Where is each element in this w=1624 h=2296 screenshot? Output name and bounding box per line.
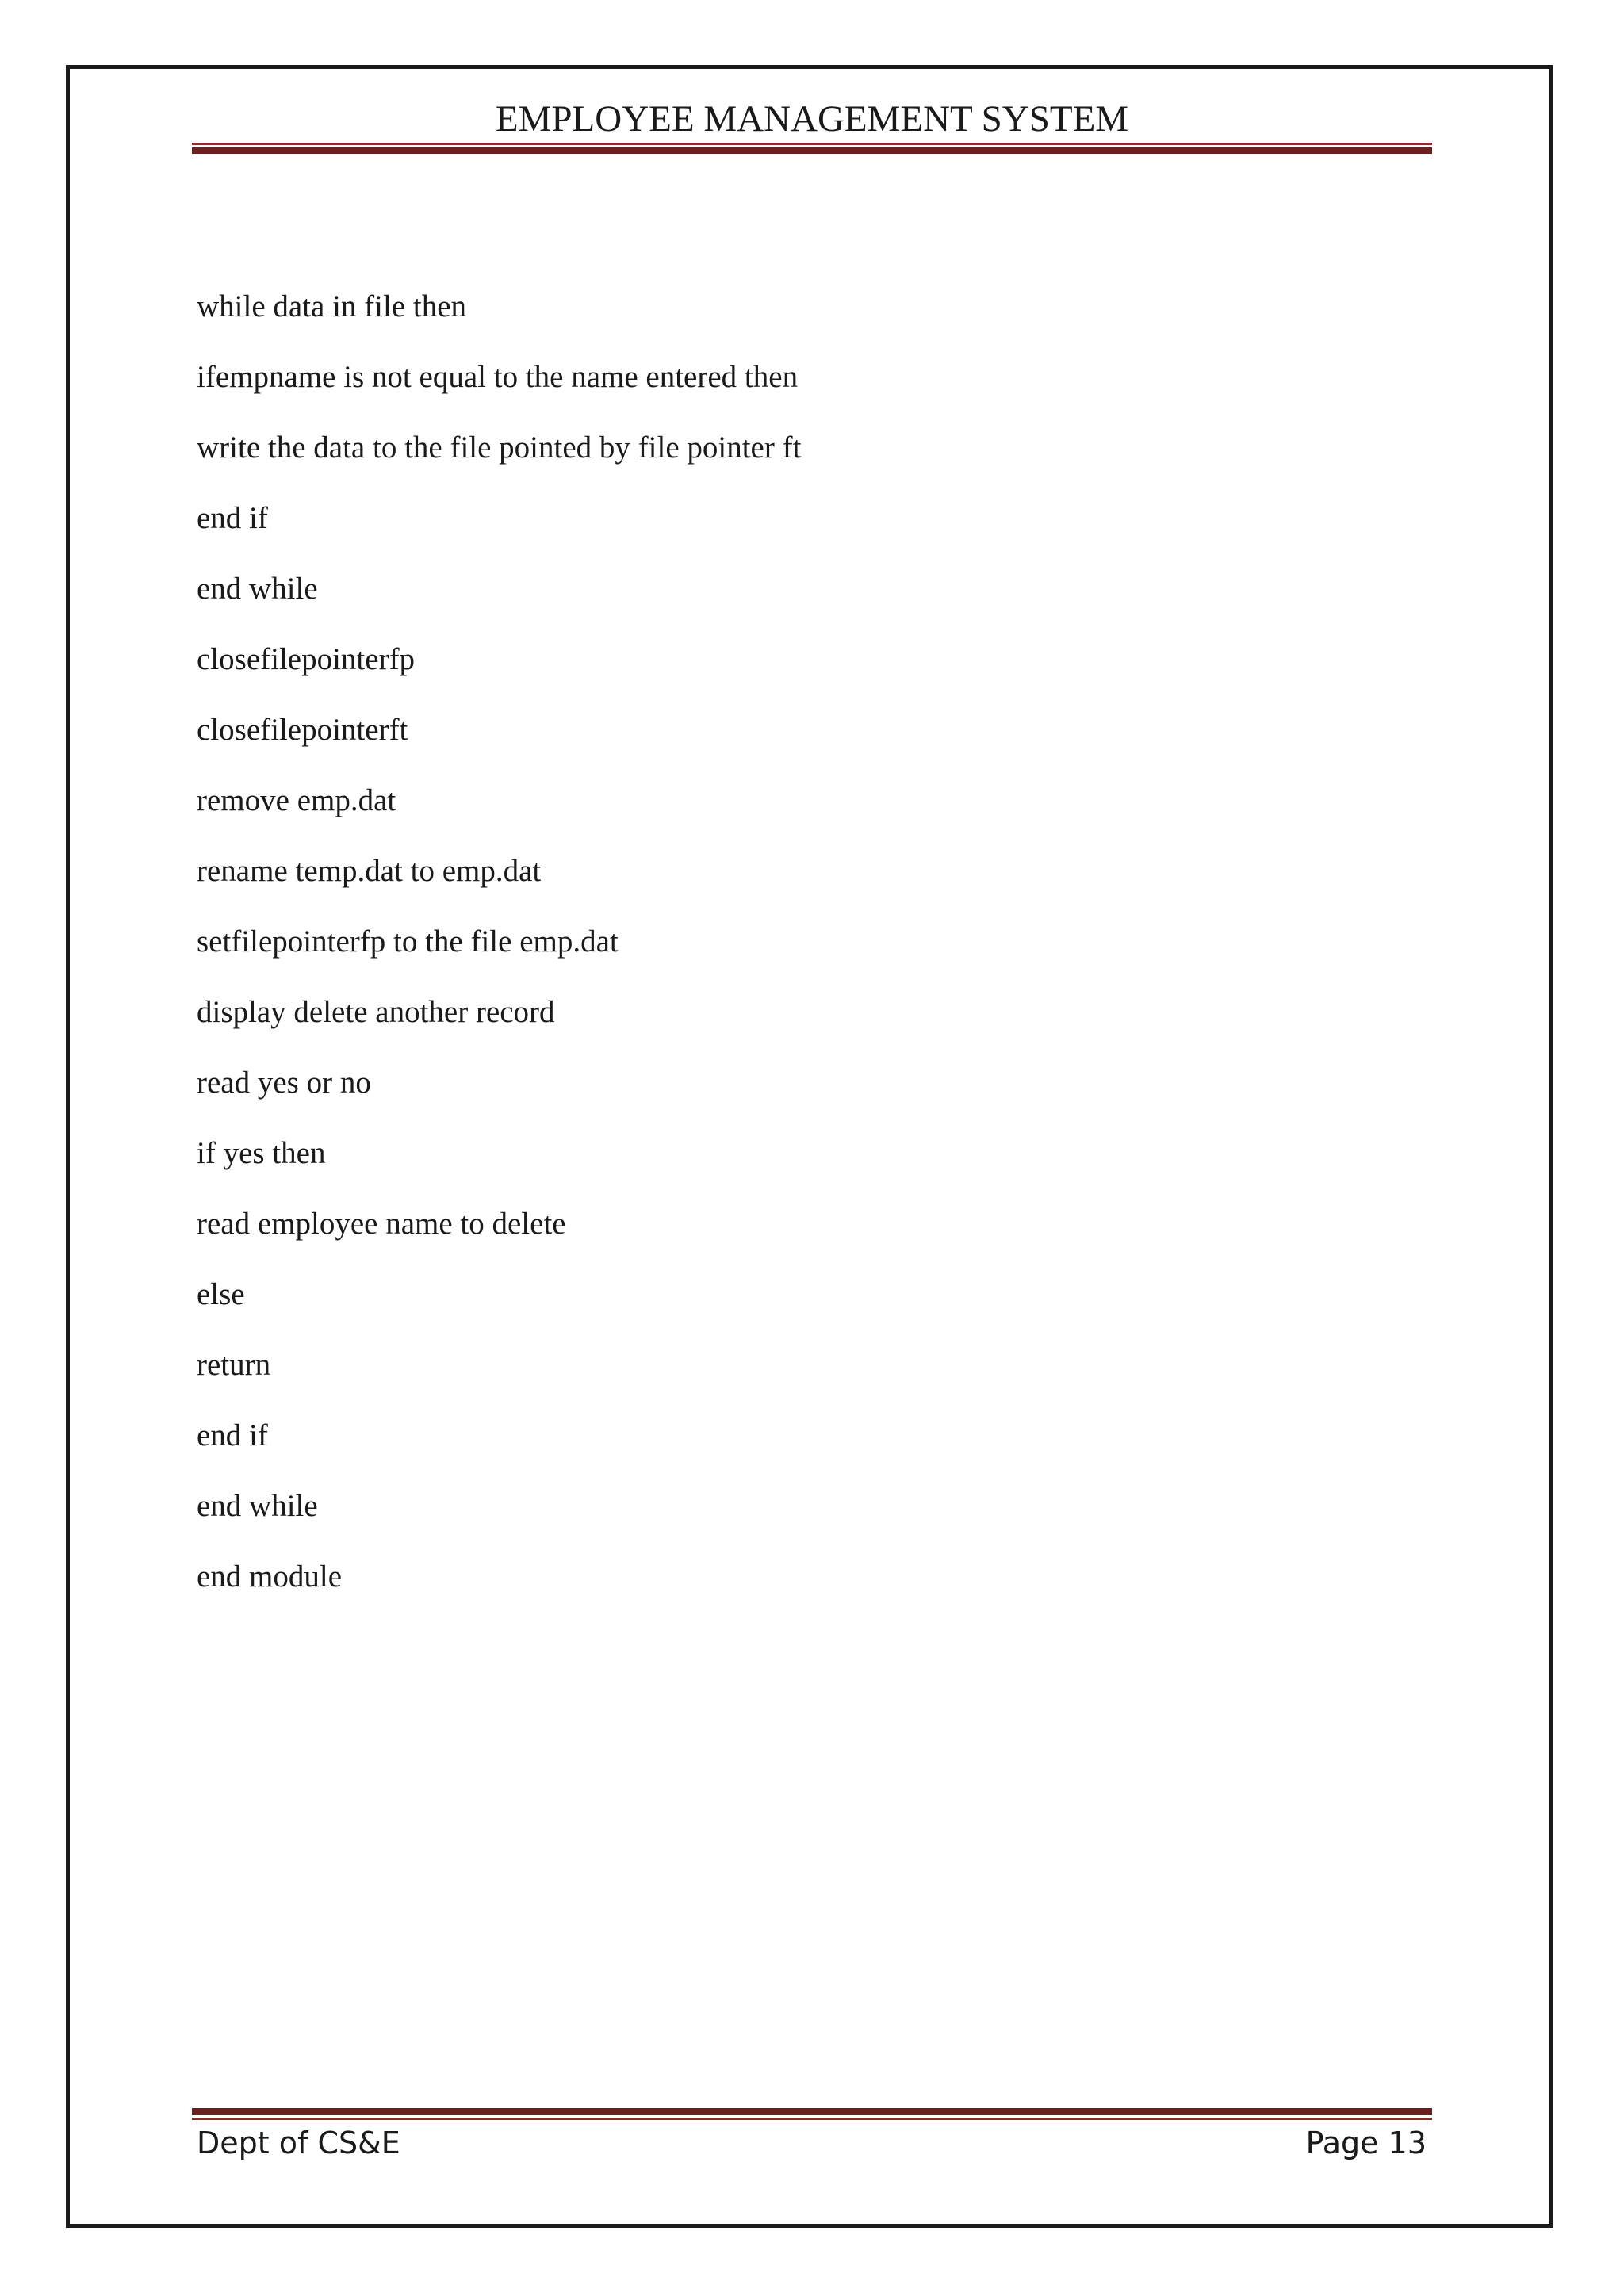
pseudocode-line: read yes or no (197, 1066, 371, 1100)
pseudocode-line: closefilepointerft (197, 713, 408, 747)
pseudocode-line: write the data to the file pointed by file pointer ft (197, 430, 802, 465)
pseudocode-line: end while (197, 1489, 318, 1523)
pseudocode-line: end if (197, 501, 268, 535)
header-title: EMPLOYEE MANAGEMENT SYSTEM (495, 98, 1129, 140)
pseudocode-line: end while (197, 572, 318, 606)
pseudocode-line: setfilepointerfp to the file emp.dat (197, 924, 619, 959)
footer-page-number: Page 13 (1305, 2126, 1427, 2160)
pseudocode-line: else (197, 1277, 245, 1311)
pseudocode-line: read employee name to delete (197, 1207, 566, 1241)
pseudocode-line: end if (197, 1418, 268, 1452)
pseudocode-line: while data in file then (197, 289, 467, 323)
pseudocode-line: ifempname is not equal to the name entered then (197, 360, 799, 394)
header-rule (192, 143, 1432, 154)
footer-rule (192, 2108, 1432, 2120)
pseudocode-line: rename temp.dat to emp.dat (197, 854, 542, 888)
pseudocode-line: if yes then (197, 1136, 326, 1170)
pseudocode-line: return (197, 1348, 271, 1382)
footer-department: Dept of CS&E (197, 2126, 400, 2160)
pseudocode-line: end module (197, 1559, 343, 1594)
pseudocode-block (197, 287, 801, 1628)
pseudocode-line: display delete another record (197, 995, 555, 1029)
pseudocode-line: remove emp.dat (197, 783, 396, 817)
pseudocode-line: closefilepointerfp (197, 642, 416, 676)
